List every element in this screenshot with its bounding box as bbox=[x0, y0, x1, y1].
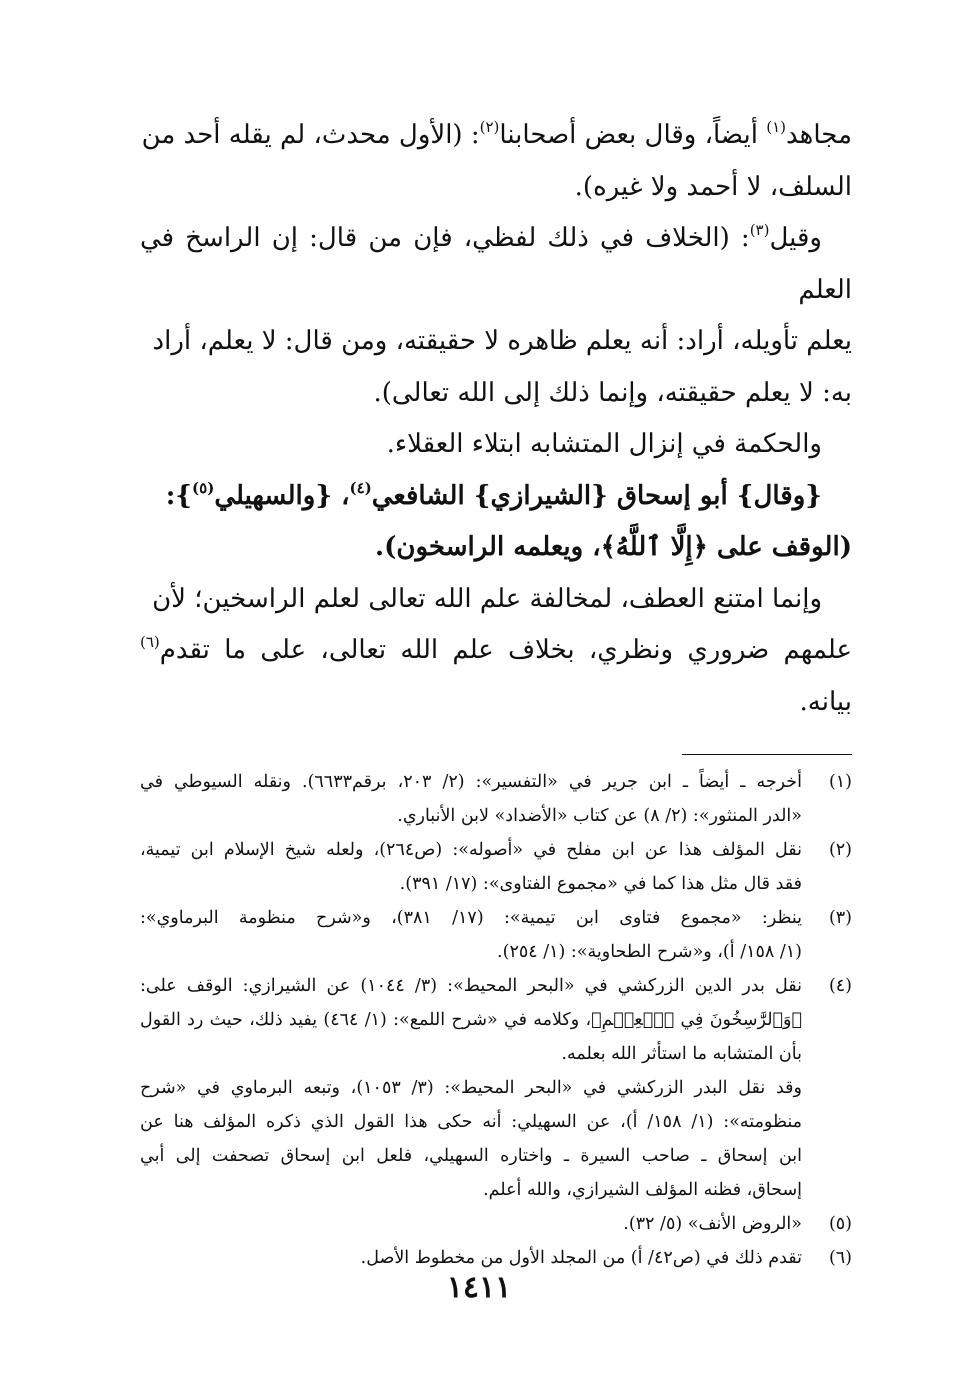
text-line: وقيل$^{(٣)}$: (الخلاف في ذلك لفظي، فإن من قال: إن الراسخ في العلم bbox=[140, 221, 852, 305]
main-text bbox=[140, 110, 852, 728]
footnote-ref[interactable]: (٢) bbox=[479, 118, 500, 136]
footnote-body bbox=[140, 1207, 802, 1241]
footnote-separator bbox=[682, 754, 852, 755]
footnote bbox=[140, 901, 852, 969]
footnote-line: تقدم ذلك في (ص٤٢/ أ) من المجلد الأول من مخطوط الأصل. bbox=[360, 1248, 802, 1268]
footnote-line: ﴿وَٱلرَّٰسِخُونَ فِي ٱلۡعِلۡمِ﴾، وكلامه في «شرح اللمع»: (١/ ٤٦٤) يفيد ذلك، حيث رد القول bbox=[140, 1010, 802, 1030]
footnote-body bbox=[140, 765, 802, 833]
footnote-line: بأن المتشابه ما استأثر الله بعلمه. bbox=[561, 1044, 802, 1064]
text-line: مجاهد$^{(١)}$ أيضاً، وقال بعض أصحابنا$^{(٢)}$: (الأول محدث، لم يقله أحد من bbox=[141, 118, 852, 150]
footnote bbox=[140, 833, 852, 901]
footnote bbox=[140, 969, 852, 1207]
footnote-ref[interactable]: (٤) bbox=[349, 478, 372, 497]
footnote-line: «الروض الأنف» (٥/ ٣٢). bbox=[623, 1214, 802, 1234]
footnote-ref[interactable]: (١) bbox=[766, 118, 786, 136]
footnote-number: (٦) bbox=[828, 1248, 852, 1268]
text-line: يعلم تأويله، أراد: أنه يعلم ظاهره لا حقيقته، ومن قال: لا يعلم، أراد bbox=[152, 326, 852, 356]
footnote bbox=[140, 765, 852, 833]
footnote-ref[interactable]: (٥) bbox=[192, 478, 215, 497]
text-line: (الوقف على ﴿إِلَّا ٱللَّهُ﴾، ويعلمه الراسخون). bbox=[375, 532, 852, 562]
footnote-line: ينظر: «مجموع فتاوى ابن تيمية»: (١٧/ ٣٨١)، و«شرح منظومة البرماوي»: bbox=[140, 908, 802, 928]
footnote-body bbox=[140, 969, 802, 1207]
text-line: علمهم ضروري ونظري، بخلاف علم الله تعالى، على ما تقدم$^{(٦)}$ بيانه. bbox=[140, 633, 852, 717]
footnote-ref[interactable]: (٣) bbox=[749, 221, 770, 239]
text-line: {وقال} أبو إسحاق {الشيرازي} الشافعي$^{(٤)}$، {والسهيلي$^{(٥)}$}: bbox=[165, 478, 822, 511]
footnote bbox=[140, 1207, 852, 1241]
page-content bbox=[140, 110, 852, 1275]
footnote-number: (٤) bbox=[828, 976, 852, 996]
footnote-body bbox=[140, 901, 802, 969]
footnote-number: (٣) bbox=[828, 908, 852, 928]
footnote-line: «الدر المنثور»: (٢/ ٨) عن كتاب «الأضداد» لابن الأنباري. bbox=[397, 806, 802, 826]
footnote-line: نقل بدر الدين الزركشي في «البحر المحيط»: (٣/ ١٠٤٤) عن الشيرازي: الوقف على: bbox=[140, 976, 802, 996]
footnote-line: وقد نقل البدر الزركشي في «البحر المحيط»: (٣/ ١٠٥٣)، وتبعه البرماوي في «شرح bbox=[140, 1078, 802, 1098]
text-line: السلف، لا أحمد ولا غيره). bbox=[574, 171, 852, 202]
footnote-line: فقد قال مثل هذا كما في «مجموع الفتاوى»: (١٧/ ٣٩١). bbox=[399, 874, 802, 894]
footnote-line: (١/ ١٥٨/ أ)، و«شرح الطحاوية»: (١/ ٢٥٤). bbox=[497, 942, 802, 962]
footnotes bbox=[140, 765, 852, 1275]
page-number: ١٤١١ bbox=[446, 1270, 512, 1305]
text-line: به: لا يعلم حقيقته، وإنما ذلك إلى الله تعالى). bbox=[373, 377, 852, 408]
text-line: وإنما امتنع العطف، لمخالفة علم الله تعالى لعلم الراسخين؛ لأن bbox=[152, 583, 822, 614]
footnote-number: (٥) bbox=[828, 1214, 852, 1234]
footnote-ref[interactable]: (٦) bbox=[140, 633, 160, 651]
footnote-line: أخرجه ـ أيضاً ـ ابن جرير في «التفسير»: (٢/ ٢٠٣، برقم٦٦٣٣). ونقله السيوطي في bbox=[140, 772, 802, 792]
footnote-line: ابن إسحاق ـ صاحب السيرة ـ واختاره السهيلي، فلعل ابن إسحاق تصحفت إلى أبي bbox=[140, 1146, 802, 1166]
footnote-number: (١) bbox=[828, 772, 852, 792]
footnote-number: (٢) bbox=[828, 840, 852, 860]
footnote-line: منظومته»: (١/ ١٥٨/ أ)، عن السهيلي: أنه حكى هذا القول الذي ذكره المؤلف هنا عن bbox=[140, 1112, 802, 1132]
footnote-line: نقل المؤلف هذا عن ابن مفلح في «أصوله»: (ص٢٦٤)، ولعله شيخ الإسلام ابن تيمية، bbox=[140, 840, 802, 860]
text-line: والحكمة في إنزال المتشابه ابتلاء العقلاء. bbox=[386, 429, 822, 459]
footnote-body bbox=[140, 833, 802, 901]
footnote-line: إسحاق، فظنه المؤلف الشيرازي، والله أعلم. bbox=[483, 1180, 802, 1200]
